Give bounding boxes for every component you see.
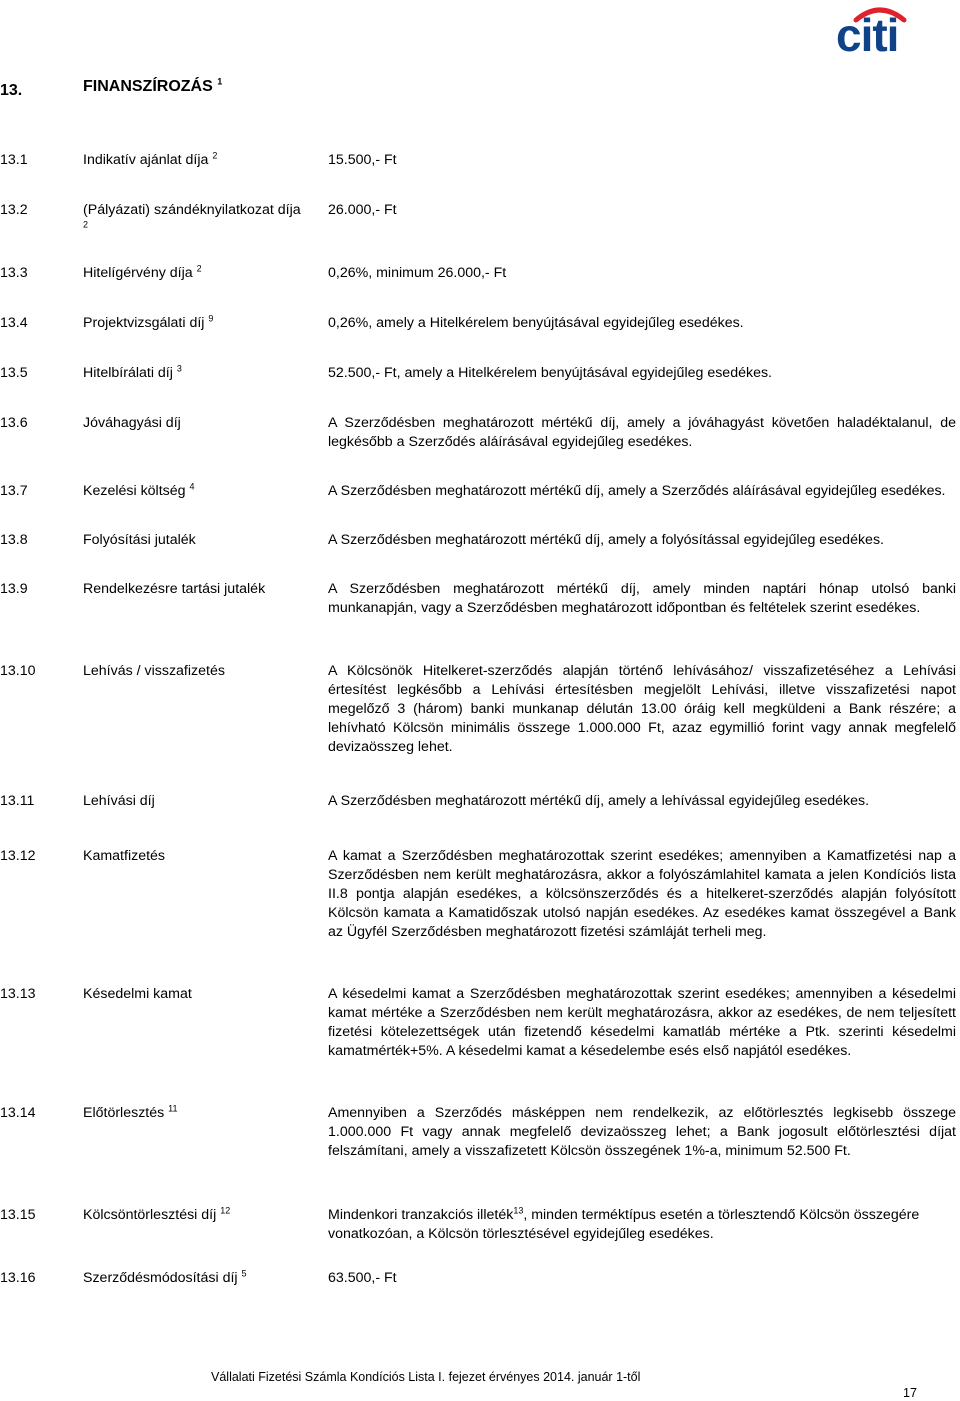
row-value: A késedelmi kamat a Szerződésben meghatározottak szerint esedékes; amennyiben a késedelmi kamat mértéke a Szerződésben nem került meghatározásra, akkor az esedékes, de nem teljesített fizetési kötelezettségek után fizetendő késedelmi kamatláb mértéke a Ptk. szerinti késedelmi kamatmérték+5%. A késedelmi kamat a késedelembe esés első napjától esedékes.	[328, 986, 956, 1059]
row-label: Szerződésmódosítási díj $^5$	[83, 1268, 247, 1286]
row-number: 13.9	[0, 581, 28, 597]
row-label: Rendelkezésre tartási jutalék	[83, 581, 266, 597]
row-number: 13.10	[0, 663, 36, 679]
row-label: Projektvizsgálati díj $^9$	[83, 313, 214, 331]
row-label: (Pályázati) szándéknyilatkozat díja $^2$	[83, 202, 301, 230]
row-number: 13.13	[0, 986, 36, 1002]
row-label: Folyósítási jutalék	[83, 532, 196, 548]
citi-logo	[836, 4, 916, 61]
footnote-ref: 11	[168, 1103, 178, 1114]
row-label: Jóváhagyási díj	[83, 415, 181, 431]
row-number: 13.14	[0, 1105, 36, 1121]
footnote-ref: 2	[212, 150, 218, 161]
row-number: 13.11	[0, 793, 35, 809]
footnote-ref: 1	[217, 76, 223, 87]
footnote-ref: 4	[189, 481, 195, 492]
row-number: 13.15	[0, 1207, 36, 1223]
footnote-ref: 2	[196, 263, 202, 274]
section-number: 13.	[0, 82, 23, 99]
section-title: FINANSZÍROZÁS $^1$	[83, 76, 223, 95]
row-number: 13.8	[0, 532, 28, 548]
row-value: 52.500,- Ft, amely a Hitelkérelem benyújtásával egyidejűleg esedékes.	[328, 365, 772, 381]
footer-text: Vállalati Fizetési Számla Kondíciós Lista I. fejezet érvényes 2014. január 1-től	[211, 1370, 641, 1384]
row-label: Hitelbírálati díj $^3$	[83, 363, 182, 381]
row-value: Amennyiben a Szerződés másképpen nem rendelkezik, az előtörlesztés legkisebb összege 1.000.000 Ft vagy annak megfelelő devizaösszeg lehet; a Bank jogosult előtörlesztési díjat felszámítani, amely a visszafizetett Kölcsön összegének 1%-a, minimum 52.500 Ft.	[328, 1105, 956, 1159]
row-number: 13.3	[0, 265, 28, 281]
row-value: A Szerződésben meghatározott mértékű díj, amely minden naptári hónap utolsó banki munkanapján, vagy a Szerződésben meghatározott időpontban és feltételek szerint esedékes.	[328, 581, 956, 616]
row-label: Késedelmi kamat	[83, 986, 192, 1002]
row-value: 0,26%, amely a Hitelkérelem benyújtásával egyidejűleg esedékes.	[328, 315, 744, 331]
row-label: Lehívási díj	[83, 793, 155, 809]
row-value: A Szerződésben meghatározott mértékű díj, amely a lehívással egyidejűleg esedékes.	[328, 793, 870, 809]
row-value: 15.500,- Ft	[328, 152, 397, 168]
row-value: 26.000,- Ft	[328, 202, 397, 218]
row-value: 0,26%, minimum 26.000,- Ft	[328, 265, 507, 281]
row-number: 13.2	[0, 202, 28, 218]
row-number: 13.7	[0, 483, 28, 499]
row-number: 13.5	[0, 365, 28, 381]
row-value: A Kölcsönök Hitelkeret-szerződés alapján történő lehívásához/ visszafizetéséhez a Lehívási értesítést legkésőbb a Lehívási értesítésben megjelölt Lehívási, illetve visszafizetési napot megelőző 3 (három) banki munkanap délután 13.00 óráig kell megküldeni a Bank részére; a lehívható Kölcsön minimális összege 1.000.000 Ft, azaz egymillió forint vagy annak megfelelő devizaösszeg lehet.	[328, 663, 956, 755]
logo-wordmark: citi	[836, 9, 899, 61]
row-number: 13.6	[0, 415, 28, 431]
row-label: Indikatív ajánlat díja $^2$	[83, 150, 218, 168]
row-label: Kamatfizetés	[83, 848, 166, 864]
row-value: A Szerződésben meghatározott mértékű díj, amely a jóváhagyást követően haladéktalanul, de legkésőbb a Szerződés aláírásával egyidejűleg esedékes.	[328, 415, 956, 450]
footnote-ref: 9	[208, 313, 214, 324]
row-label: Lehívás / visszafizetés	[83, 663, 225, 679]
footnote-ref: 12	[220, 1205, 231, 1216]
row-label: Kölcsöntörlesztési díj $^{12}$	[83, 1205, 231, 1223]
row-label: Kezelési költség $^4$	[83, 481, 195, 499]
section-heading	[0, 78, 960, 102]
row-number: 13.1	[0, 152, 28, 168]
row-number: 13.12	[0, 848, 36, 864]
row-label: Hitelígérvény díja $^2$	[83, 263, 202, 281]
row-value: Mindenkori tranzakciós illeték$^{13}$, minden terméktípus esetén a törlesztendő Kölcsön összegére vonatkozóan, a Kölcsön törlesztésével egyidejűleg esedékes.	[328, 1205, 920, 1242]
row-number: 13.16	[0, 1270, 36, 1286]
row-number: 13.4	[0, 315, 28, 331]
footnote-ref: 3	[176, 363, 182, 374]
page-number: 17	[903, 1386, 917, 1400]
footnote-ref: 2	[83, 219, 89, 230]
row-value: 63.500,- Ft	[328, 1270, 397, 1286]
row-value: A kamat a Szerződésben meghatározottak szerint esedékes; amennyiben a Kamatfizetési nap a Szerződésben nem került meghatározásra, akkor a folyószámlahitel kamata a jelen Kondíciós lista II.8 pontja alapján esedékes, a kölcsönszerződés és a hitelkeret-szerződés alapján folyósított Kölcsön kamata a Kamatidőszak utolsó napján esedékes. Az esedékes kamat összegével a Bank az Ügyfél Szerződésben meghatározott fizetési számláját terheli meg.	[328, 848, 956, 940]
row-value: A Szerződésben meghatározott mértékű díj, amely a folyósítással egyidejűleg esedékes.	[328, 532, 884, 548]
footnote-ref: 5	[241, 1268, 247, 1279]
footnote-ref: 13	[513, 1205, 524, 1216]
row-label: Előtörlesztés $^{11}$	[83, 1103, 178, 1121]
row-value: A Szerződésben meghatározott mértékű díj, amely a Szerződés aláírásával egyidejűleg esedékes.	[328, 483, 946, 499]
